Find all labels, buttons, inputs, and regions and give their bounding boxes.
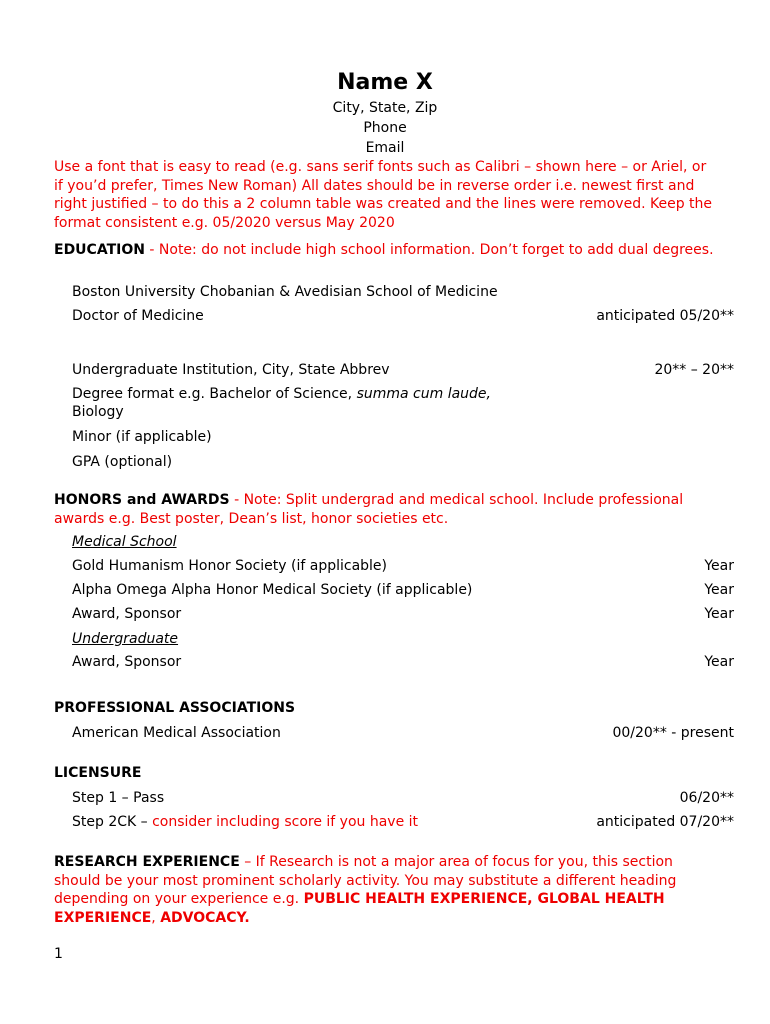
step2-row	[72, 812, 734, 832]
gpa-row	[72, 452, 734, 472]
email: Email	[365, 140, 405, 156]
phone: Phone	[363, 120, 407, 136]
undergrad-date: 20** – 20**	[654, 362, 734, 378]
step1-date: 06/20**	[679, 790, 734, 806]
honor-year: Year	[704, 654, 734, 670]
honor-year: Year	[704, 582, 734, 598]
education-note: - Note: do not include high school information. Don’t forget to add dual degrees.	[144, 242, 714, 258]
degree-honor: summa cum laude,	[356, 386, 491, 402]
city-state-zip: City, State, Zip	[332, 100, 438, 116]
honor-row	[72, 556, 734, 576]
step1: Step 1 – Pass	[72, 790, 165, 806]
honor-name: Gold Humanism Honor Society (if applicable)	[72, 558, 388, 574]
honor-name: Award, Sponsor	[72, 654, 182, 670]
honor-row	[72, 652, 734, 672]
step1-row	[72, 788, 734, 808]
page-number: 1	[54, 946, 63, 962]
association-name: American Medical Association	[72, 725, 281, 741]
education-section-header	[54, 241, 714, 260]
education-heading: EDUCATION	[54, 242, 145, 258]
md-date: anticipated 05/20**	[596, 308, 734, 324]
minor: Minor (if applicable)	[72, 429, 212, 445]
med-school-name: Boston University Chobanian & Avedisian School of Medicine	[72, 284, 498, 300]
gpa: GPA (optional)	[72, 454, 173, 470]
medical-school-label-row	[72, 532, 734, 552]
honor-year: Year	[704, 558, 734, 574]
med-school-row	[72, 282, 734, 302]
honor-row	[72, 580, 734, 600]
step2-prefix: Step 2CK –	[72, 814, 153, 830]
step2-note: consider including score if you have it	[152, 814, 419, 830]
research-sep: ,	[151, 909, 161, 926]
undergrad-institution: Undergraduate Institution, City, State Abbrev	[72, 362, 390, 378]
intro-note: Use a font that is easy to read (e.g. sans serif fonts such as Calibri – shown here – or Ariel, or if you’d prefer, Times New Roman) All dates should be in reverse order i.e. newest first and right justified – to do this a 2 column table was created and the lines were removed. Keep the format consistent e.g. 05/2020 versus May 2020	[54, 159, 713, 231]
undergrad-row	[72, 360, 734, 380]
licensure-heading: LICENSURE	[54, 765, 142, 781]
md-degree-row	[72, 306, 734, 326]
degree-major: Biology	[72, 404, 124, 420]
research-heading: RESEARCH EXPERIENCE	[54, 854, 240, 870]
honor-row	[72, 604, 734, 624]
degree-format	[72, 385, 491, 421]
honors-note: - Note: Split undergrad and medical school. Include professional awards e.g. Best poster, Dean’s list, honor societies etc.	[54, 492, 684, 527]
licensure-section-header	[54, 764, 714, 783]
association-row	[72, 723, 734, 743]
honor-name: Alpha Omega Alpha Honor Medical Society (if applicable)	[72, 582, 473, 598]
research-alt-advocacy: ADVOCACY.	[160, 909, 250, 926]
step2-date: anticipated 07/20**	[596, 814, 734, 830]
minor-row	[72, 427, 734, 447]
association-date: 00/20** - present	[612, 725, 734, 741]
md-degree: Doctor of Medicine	[72, 308, 204, 324]
associations-heading: PROFESSIONAL ASSOCIATIONS	[54, 700, 296, 716]
associations-section-header	[54, 699, 714, 718]
undergraduate-label: Undergraduate	[72, 631, 179, 647]
step2	[72, 812, 418, 832]
degree-prefix: Degree format e.g. Bachelor of Science,	[72, 386, 357, 402]
resume-name: Name X	[337, 70, 433, 95]
research-section-header	[54, 853, 714, 927]
honors-section-header	[54, 491, 714, 528]
research-alt-headings: PUBLIC HEALTH EXPERIENCE, GLOBAL HEALTH EXPERIENCE	[54, 891, 665, 926]
honor-year: Year	[704, 606, 734, 622]
research-note: – If Research is not a major area of focus for you, this section should be your most prominent scholarly activity. You may substitute a different heading depending on your experience e.g.	[54, 854, 677, 907]
honor-name: Award, Sponsor	[72, 606, 182, 622]
undergraduate-label-row	[72, 629, 734, 649]
medical-school-label: Medical School	[72, 534, 177, 550]
honors-heading: HONORS and AWARDS	[54, 492, 230, 508]
